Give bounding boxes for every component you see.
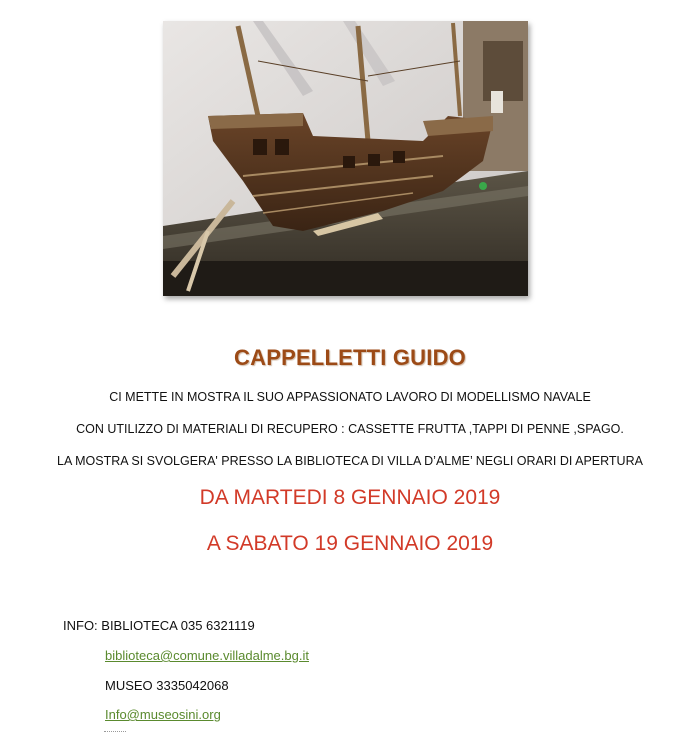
artist-name-heading: CAPPELLETTI GUIDO: [234, 345, 466, 370]
end-date: A SABATO 19 GENNAIO 2019: [206, 532, 494, 555]
page-footer-mark: [104, 731, 126, 733]
description-line-3: LA MOSTRA SI SVOLGERA' PRESSO LA BIBLIOTECA DI VILLA D’ALME’ NEGLI ORARI DI APERTURA: [57, 454, 643, 468]
museum-email-link[interactable]: Info@museosini.org: [105, 707, 221, 722]
description-line-1: CI METTE IN MOSTRA IL SUO APPASSIONATO LAVORO DI MODELLISMO NAVALE: [109, 390, 591, 404]
ship-model-image: [163, 21, 528, 296]
description-line-2: CON UTILIZZO DI MATERIALI DI RECUPERO : CASSETTE FRUTTA ,TAPPI DI PENNE ,SPAGO.: [76, 422, 624, 436]
museum-phone: MUSEO 3335042068: [105, 678, 229, 693]
start-date: DA MARTEDI 8 GENNAIO 2019: [199, 486, 501, 509]
library-phone: INFO: BIBLIOTECA 035 6321119: [63, 618, 255, 633]
library-email-link[interactable]: biblioteca@comune.villadalme.bg.it: [105, 648, 309, 663]
ship-photo: [163, 21, 528, 296]
